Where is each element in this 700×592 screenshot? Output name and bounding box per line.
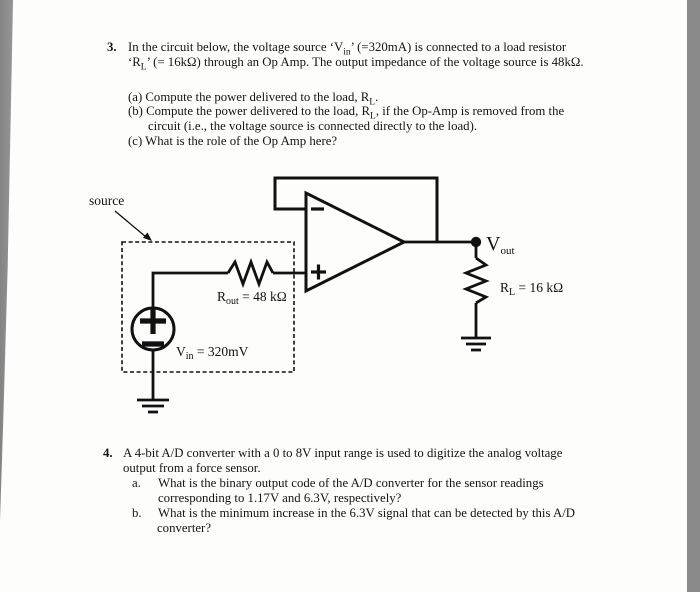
ground-icon-rl [461,338,491,350]
rl-resistor-icon [466,258,486,303]
problem3-line2: ‘$R_L$’ (= 16kΩ) through an Op Amp. The output impedance of the voltage source is 48kΩ. [128,55,584,73]
source-label: source [89,193,125,208]
problem3-line1: 3. In the circuit below, the voltage source ‘$V_{in}$’ (=320mA) is connected to a load resistor [107,40,567,58]
scan-edge-right [687,0,700,592]
problem4-item-b: b. What is the minimum increase in the 6.3V signal that can be detected by this A/D [132,506,575,520]
vout-label: $V_{out}$ [486,233,515,257]
problem3-item-c: (c) What is the role of the Op Amp here? [128,134,338,148]
source-arrow-icon [115,211,146,237]
problem4-line1: 4. A 4-bit A/D converter with a 0 to 8V input range is used to digitize the analog voltage [103,446,563,460]
problem4-line2: output from a force sensor. [123,461,261,475]
ground-icon-source [137,400,169,412]
problem4-item-b-line2: converter? [157,521,211,535]
problem3-item-b-line2: circuit (i.e., the voltage source is connected directly to the load). [148,119,478,133]
rl-label: $R_L = 16$ kΩ [500,280,564,298]
problem3-item-a: (a) Compute the power delivered to the load, $R_L$. [128,90,379,108]
source-arrowhead-icon [143,233,152,242]
rout-label: $R_{out} = 48$ kΩ [217,289,287,307]
problem3-item-b: (b) Compute the power delivered to the load, $R_L$, if the Op-Amp is removed from the [128,104,565,122]
problem4-item-a: a. What is the binary output code of the A/D converter for the sensor readings [132,476,544,490]
problem3-number: 3. [107,40,117,54]
source-plus-icon [140,308,166,334]
problem4-number: 4. [103,446,113,460]
vin-label: $V_{in} = 320mV$ [176,344,249,362]
problem4-item-a-line2: corresponding to 1.17V and 6.3V, respectively? [158,491,402,505]
rout-resistor-icon [228,262,273,284]
